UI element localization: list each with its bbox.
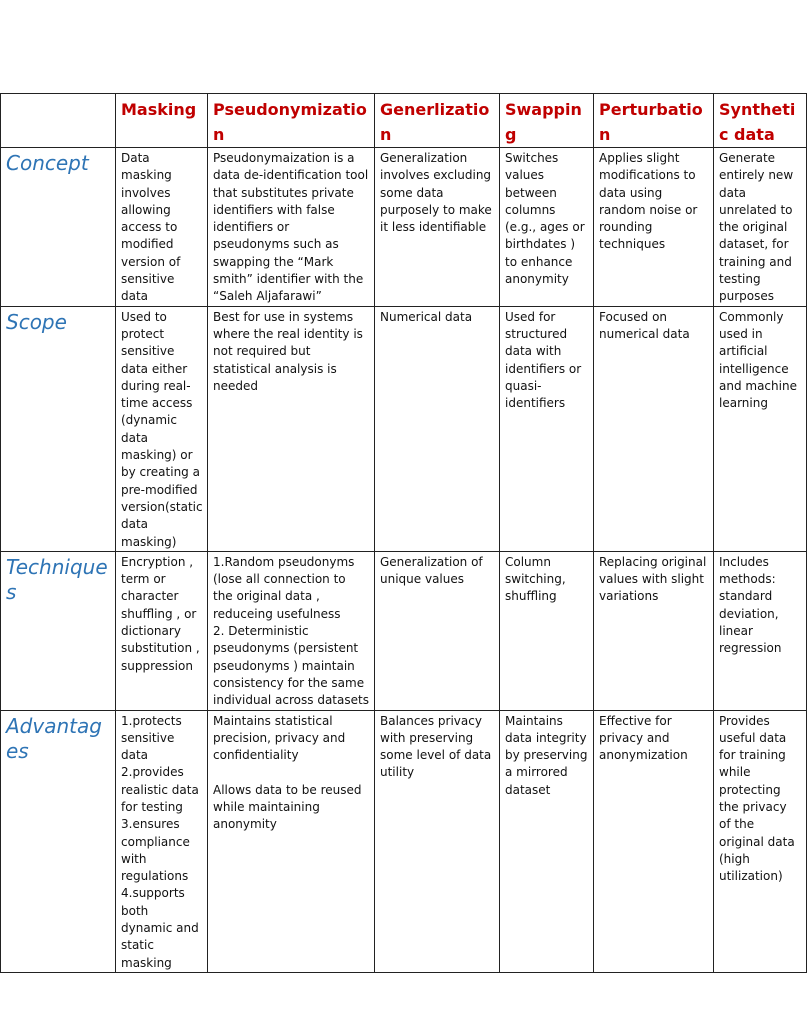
table-cell: Balances privacy with preserving some level of data utility (375, 710, 500, 972)
table-cell: Maintains statistical precision, privacy and confidentiality Allows data to be reused while maintaining anonymity (208, 710, 375, 972)
table-cell: Replacing original values with slight variations (594, 551, 714, 710)
corner-cell (1, 94, 116, 148)
table-cell: Maintains data integrity by preserving a mirrored dataset (500, 710, 594, 972)
table-cell: Generalization involves excluding some data purposely to make it less identifiable (375, 148, 500, 307)
table-cell: Applies slight modifications to data using random noise or rounding techniques (594, 148, 714, 307)
table-cell: Provides useful data for training while protecting the privacy of the original data (high utilization) (714, 710, 807, 972)
row-header-concept: Concept (1, 148, 116, 307)
column-header-masking: Masking (116, 94, 208, 148)
row-header-scope: Scope (1, 306, 116, 551)
table-cell: Effective for privacy and anonymization (594, 710, 714, 972)
column-header-generalization: Generlization (375, 94, 500, 148)
table-cell: Focused on numerical data (594, 306, 714, 551)
comparison-table (0, 93, 807, 973)
table-cell: 1.Random pseudonyms (lose all connection to the original data , reduceing usefulness 2. Deterministic pseudonyms (persistent pseudonyms ) maintain consistency for the same individual across datasets (208, 551, 375, 710)
table-cell: Used to protect sensitive data either during real-time access (dynamic data masking) or by creating a pre-modified version(static data masking) (116, 306, 208, 551)
table-cell: Switches values between columns (e.g., ages or birthdates ) to enhance anonymity (500, 148, 594, 307)
column-header-pseudonymization: Pseudonymization (208, 94, 375, 148)
table-cell: Generalization of unique values (375, 551, 500, 710)
header-row (1, 94, 807, 148)
row-header-techniques: Techniques (1, 551, 116, 710)
table-row-techniques (1, 551, 807, 710)
table-cell: 1.protects sensitive data 2.provides realistic data for testing 3.ensures compliance with regulations 4.supports both dynamic and static masking (116, 710, 208, 972)
table-row-scope (1, 306, 807, 551)
table-cell: Pseudonymaization is a data de-identification tool that substitutes private identifiers with false identifiers or pseudonyms such as swapping the “Mark smith” identifier with the “Saleh Aljafarawi” (208, 148, 375, 307)
table-cell: Column switching, shuffling (500, 551, 594, 710)
table-cell: Used for structured data with identifiers or quasi-identifiers (500, 306, 594, 551)
table-cell: Encryption , term or character shuffling , or dictionary substitution , suppression (116, 551, 208, 710)
column-header-swapping: Swapping (500, 94, 594, 148)
table-cell: Includes methods: standard deviation, linear regression (714, 551, 807, 710)
column-header-perturbation: Perturbation (594, 94, 714, 148)
table-cell: Commonly used in artificial intelligence and machine learning (714, 306, 807, 551)
table-row-advantages (1, 710, 807, 972)
table-cell: Numerical data (375, 306, 500, 551)
column-header-synthetic-data: Synthetic data (714, 94, 807, 148)
table-row-concept (1, 148, 807, 307)
table-cell: Data masking involves allowing access to modified version of sensitive data (116, 148, 208, 307)
table-cell: Generate entirely new data unrelated to the original dataset, for training and testing purposes (714, 148, 807, 307)
table-cell: Best for use in systems where the real identity is not required but statistical analysis is needed (208, 306, 375, 551)
row-header-advantages: Advantages (1, 710, 116, 972)
